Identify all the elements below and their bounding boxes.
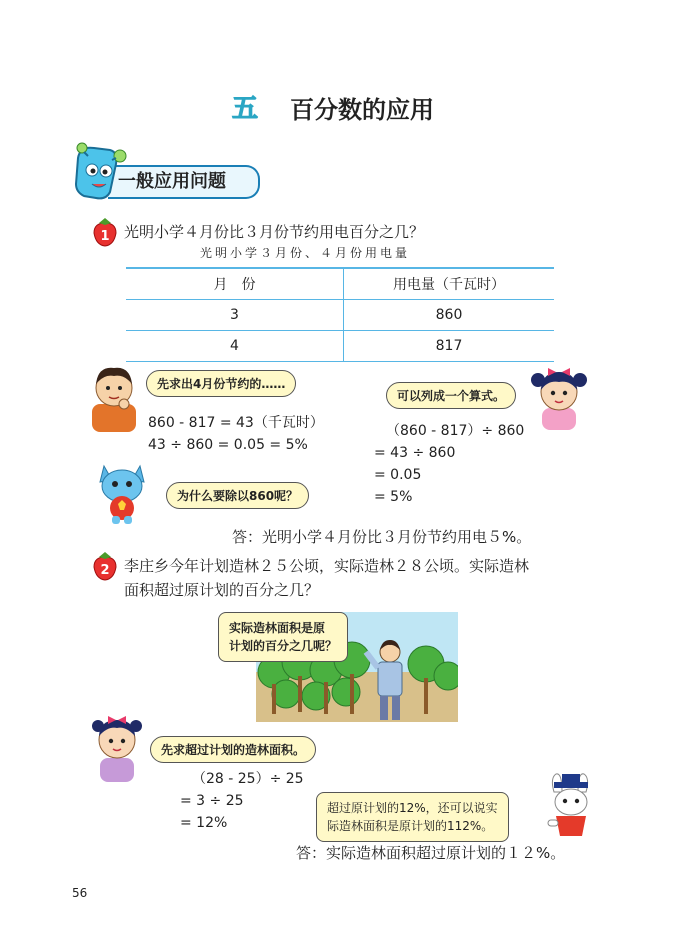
chapter-title: 百分数的应用 xyxy=(290,96,434,124)
girl2-speech-bubble: 先求超过计划的造林面积。 xyxy=(150,736,316,763)
table-caption: 光明小学３月份、４月份用电量 xyxy=(200,246,411,260)
girl2-character-icon xyxy=(86,706,146,782)
svg-text:1: 1 xyxy=(100,229,110,244)
method1-block xyxy=(148,412,324,456)
problem2-answer: 答：实际造林面积超过原计划的１２%。 xyxy=(296,844,566,862)
table-row xyxy=(126,331,554,362)
rabbit-character-icon xyxy=(540,770,602,838)
cat-speech-bubble: 为什么要除以860呢？ xyxy=(166,482,309,509)
problem2-math-line: = 3 ÷ 25 xyxy=(180,793,244,809)
method2-line: = 0.05 xyxy=(374,467,422,483)
method2-block xyxy=(374,420,524,508)
table-header-row xyxy=(126,268,554,300)
svg-text:2: 2 xyxy=(100,563,110,578)
rabbit-bubble-line: 超过原计划的12%，还可以说实 xyxy=(327,801,498,815)
problem2-math-block xyxy=(180,768,304,834)
table-row xyxy=(126,300,554,331)
chapter-number: 五 xyxy=(232,94,261,124)
electricity-table xyxy=(126,267,554,362)
girl-speech-bubble: 可以列成一个算式。 xyxy=(386,382,516,409)
table-header-cell: 月 份 xyxy=(126,268,344,300)
man-bubble-line: 计划的百分之几呢？ xyxy=(229,639,338,653)
boy-speech-bubble: 先求出4月份节约的…… xyxy=(146,370,296,397)
strawberry-badge-icon xyxy=(92,217,118,247)
problem1-answer: 答：光明小学４月份比３月份节约用电５%。 xyxy=(232,528,532,546)
man-speech-bubble xyxy=(218,612,348,662)
method2-line: = 43 ÷ 860 xyxy=(374,445,456,461)
rabbit-speech-bubble xyxy=(316,792,509,842)
problem2-math-line: （28 - 25）÷ 25 xyxy=(192,771,304,787)
method2-line: = 5% xyxy=(374,489,413,505)
table-cell: 860 xyxy=(435,307,463,323)
page-number: 56 xyxy=(72,886,88,900)
strawberry-badge-icon xyxy=(92,551,118,581)
rabbit-bubble-line: 际造林面积是原计划的112%。 xyxy=(327,819,494,833)
method2-line: （860 - 817）÷ 860 xyxy=(386,423,525,439)
boy-character-icon xyxy=(84,360,144,432)
method1-line: 860 - 817 = 43（千瓦时） xyxy=(148,415,324,431)
method1-line: 43 ÷ 860 = 0.05 = 5% xyxy=(148,437,308,453)
problem1-question: 光明小学４月份比３月份节约用电百分之几？ xyxy=(124,223,425,241)
man-bubble-line: 实际造林面积是原 xyxy=(229,621,326,635)
table-cell: 3 xyxy=(126,300,344,331)
problem2-question xyxy=(124,554,529,602)
problem2-math-line: = 12% xyxy=(180,815,228,831)
section-banner: 一般应用问题 xyxy=(108,165,260,199)
table-cell: 4 xyxy=(126,331,344,362)
cat-character-icon xyxy=(90,460,154,526)
problem2-question-line: 李庄乡今年计划造林２５公顷，实际造林２８公顷。实际造林 xyxy=(124,557,530,575)
girl-character-icon xyxy=(528,358,590,430)
problem2-question-line: 面积超过原计划的百分之几？ xyxy=(124,581,320,599)
robot-mascot-icon xyxy=(70,140,130,202)
table-header-cell: 用电量（千瓦时） xyxy=(393,277,505,293)
table-cell: 817 xyxy=(435,338,463,354)
